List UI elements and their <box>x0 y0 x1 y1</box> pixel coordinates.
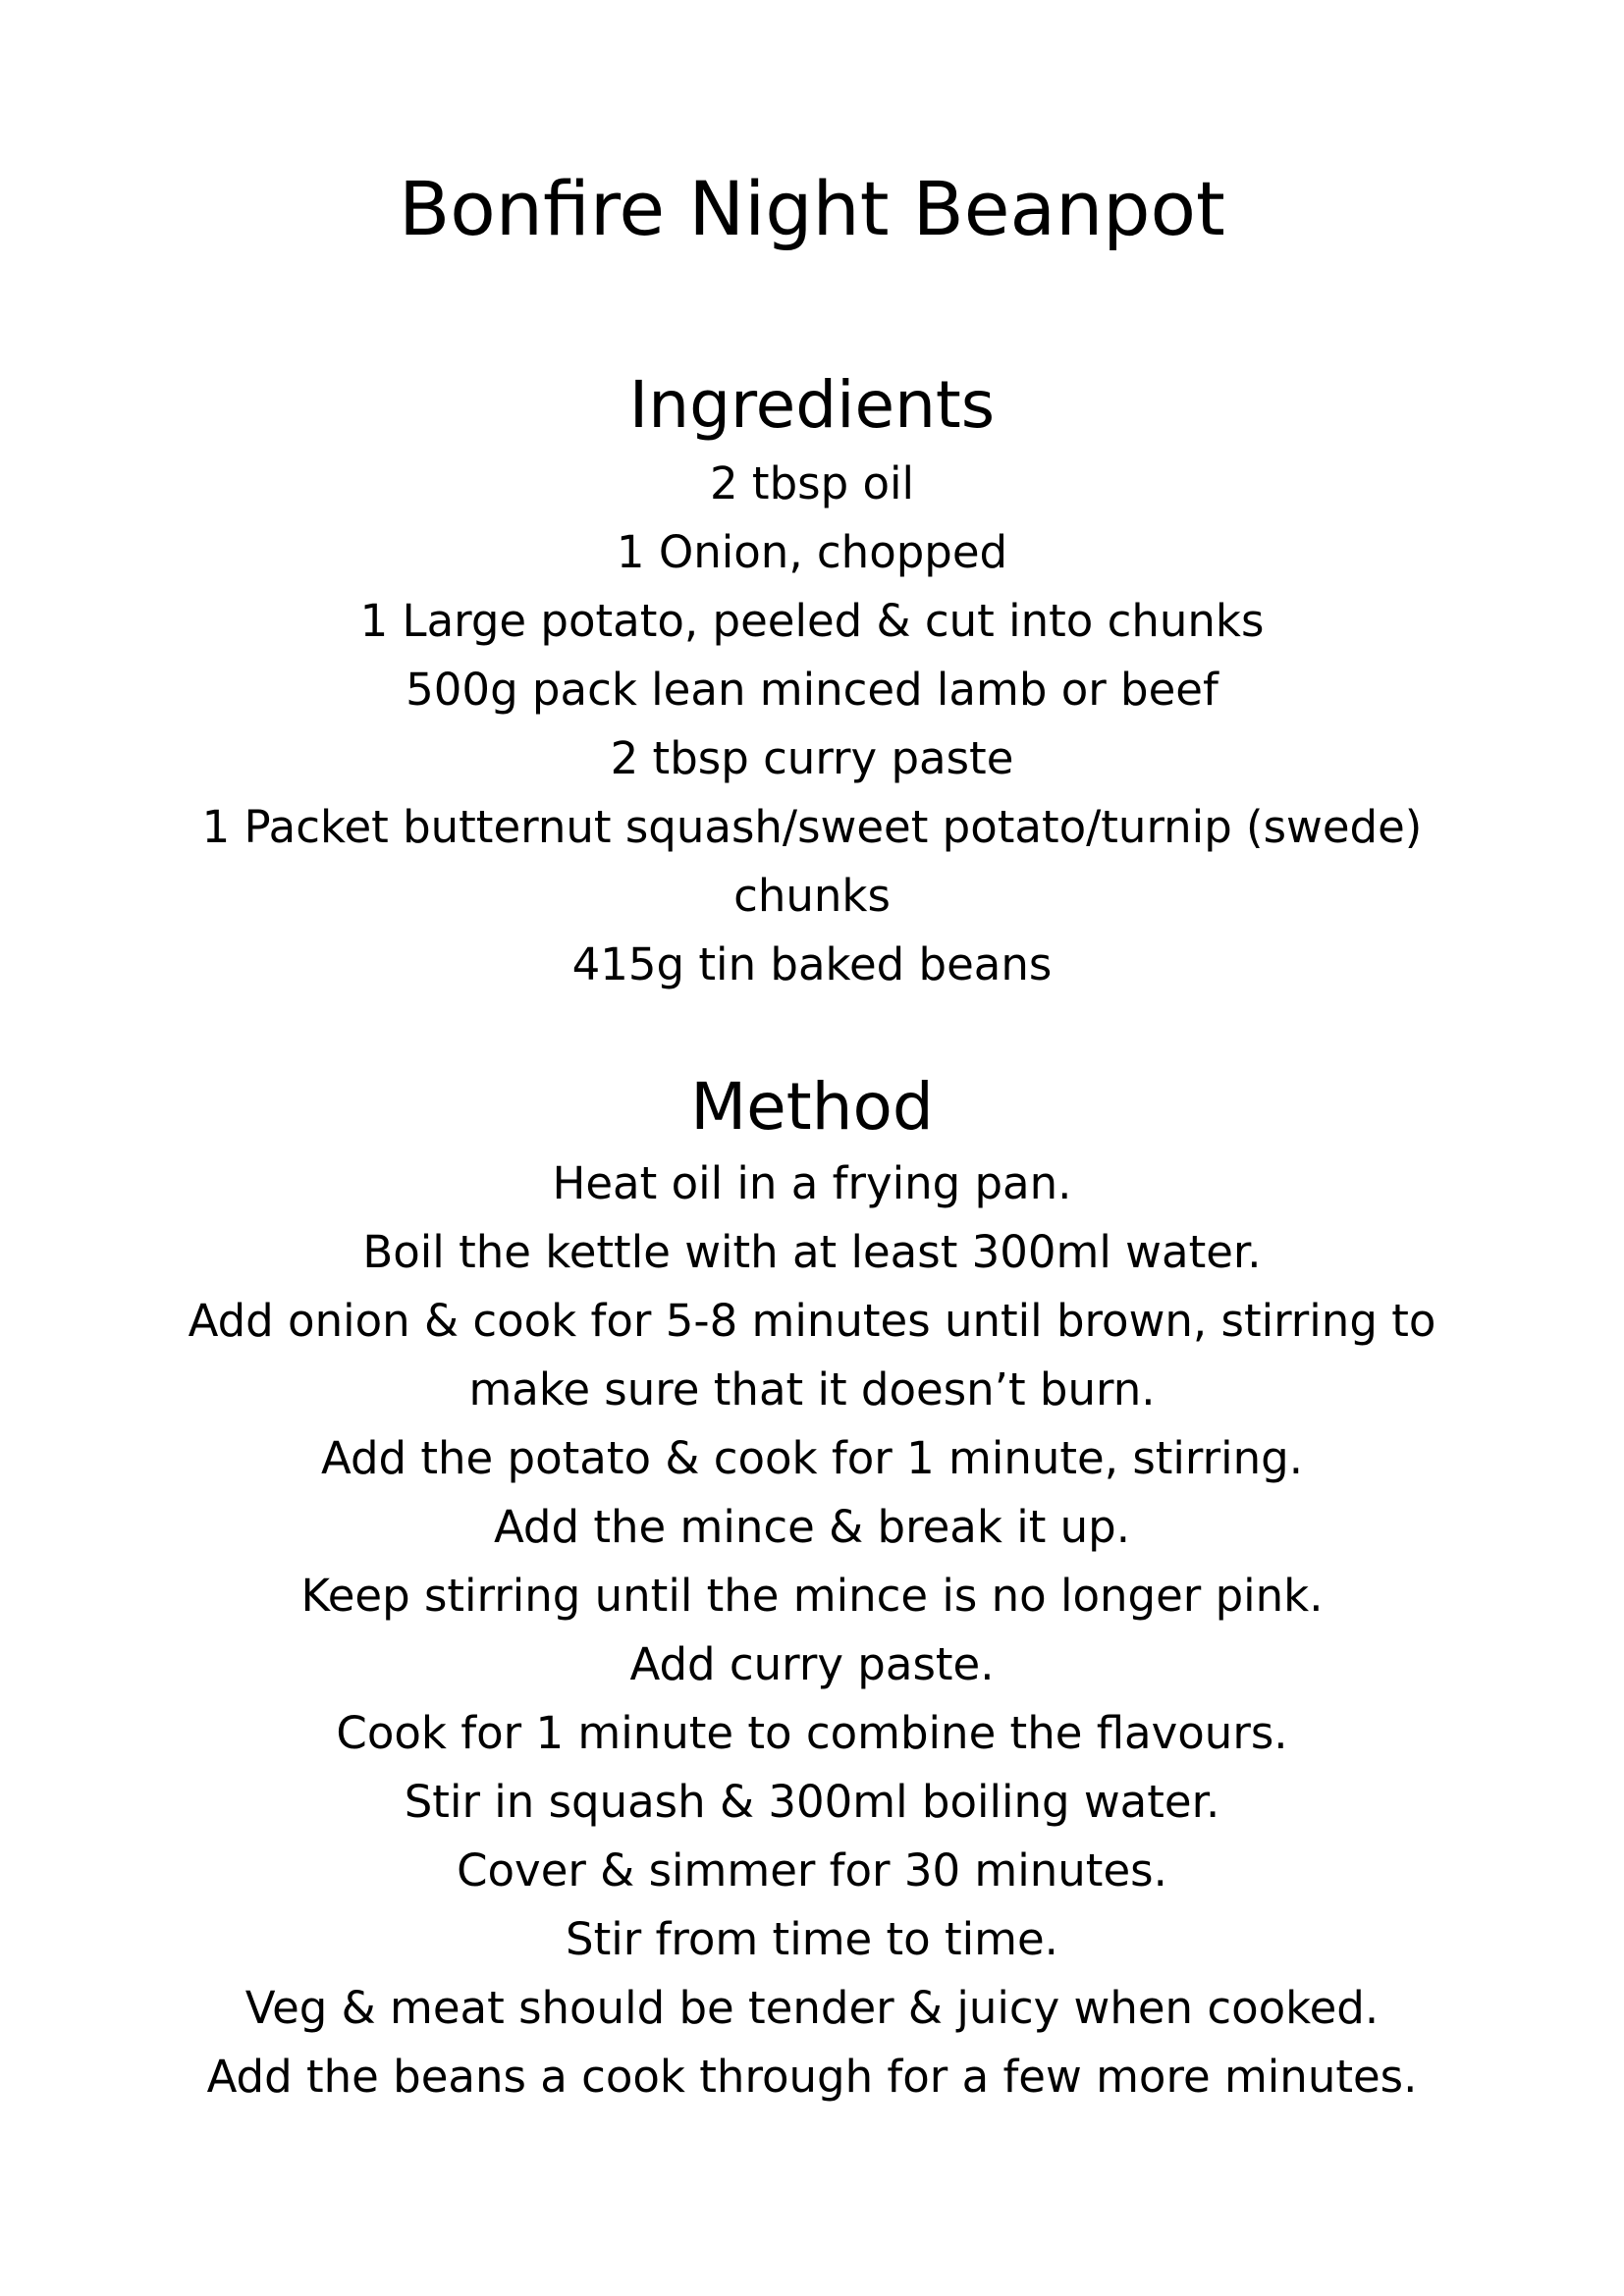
method-heading: Method <box>690 1069 934 1145</box>
method-step: Veg & meat should be tender & juicy when cooked. <box>244 1982 1380 2034</box>
ingredient-item: 500g pack lean minced lamb or beef <box>406 664 1218 716</box>
method-step: Heat oil in a frying pan. <box>552 1157 1072 1209</box>
method-step: Add the mince & break it up. <box>493 1501 1131 1553</box>
method-step: Add curry paste. <box>629 1638 995 1690</box>
method-step: Cook for 1 minute to combine the flavours. <box>336 1707 1288 1759</box>
method-step: Stir from time to time. <box>566 1913 1058 1965</box>
ingredient-item: 415g tin baked beans <box>571 938 1053 990</box>
ingredient-item: 1 Onion, chopped <box>616 526 1008 578</box>
method-step: Stir in squash & 300ml boiling water. <box>404 1776 1220 1828</box>
method-list <box>147 1149 1477 2111</box>
ingredient-item: 2 tbsp oil <box>710 457 914 509</box>
method-step: Add the beans a cook through for a few more minutes. <box>206 2051 1418 2103</box>
ingredients-heading: Ingredients <box>628 367 996 443</box>
ingredients-list <box>147 450 1477 999</box>
ingredient-item: 2 tbsp curry paste <box>610 732 1014 784</box>
ingredient-item: 1 Packet butternut squash/sweet potato/turnip (swede) chunks <box>201 801 1423 922</box>
method-step: Add onion & cook for 5-8 minutes until brown, stirring to make sure that it doesn’t burn. <box>188 1295 1436 1415</box>
ingredient-item: 1 Large potato, peeled & cut into chunks <box>359 595 1265 647</box>
page-title: Bonfire Night Beanpot <box>399 165 1225 252</box>
method-step: Cover & simmer for 30 minutes. <box>457 1844 1167 1896</box>
method-step: Boil the kettle with at least 300ml water. <box>362 1226 1262 1278</box>
method-step: Keep stirring until the mince is no longer pink. <box>300 1570 1324 1622</box>
method-step: Add the potato & cook for 1 minute, stirring. <box>320 1432 1304 1484</box>
